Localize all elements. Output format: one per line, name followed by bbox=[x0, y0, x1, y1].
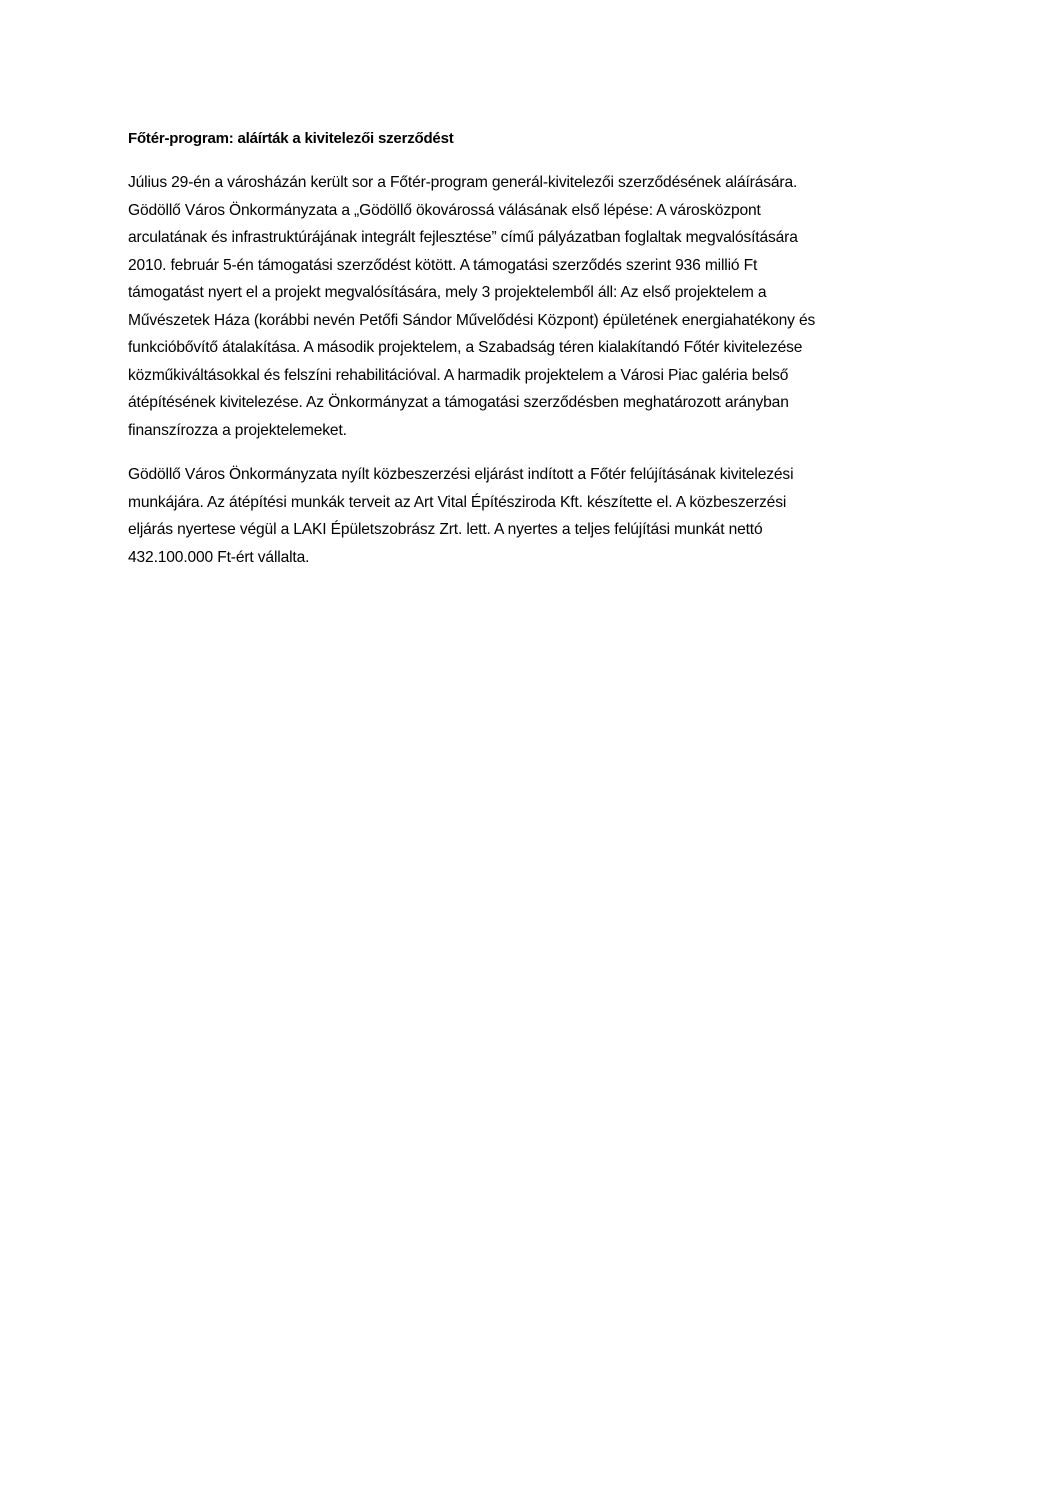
paragraph-1-line: arculatának és infrastruktúrájának integrált fejlesztése” című pályázatban foglaltak megvalósítására bbox=[128, 229, 798, 246]
paragraph-1-line: 2010. február 5-én támogatási szerződést kötött. A támogatási szerződés szerint 936 millió Ft bbox=[128, 256, 758, 274]
document-title: Főtér-program: aláírták a kivitelezői szerződést bbox=[128, 130, 454, 147]
paragraph-2-line: eljárás nyertese végül a LAKI Épületszobrász Zrt. lett. A nyertes a teljes felújítási munkát nettó bbox=[128, 521, 763, 538]
document-body bbox=[128, 127, 938, 588]
paragraph-1-line: Július 29-én a városházán került sor a Főtér-program generál-kivitelezői szerződésének aláírására. bbox=[128, 174, 798, 191]
paragraph-1-line: Művészetek Háza (korábbi nevén Petőfi Sándor Művelődési Központ) épületének energiahatékony és bbox=[128, 311, 816, 329]
paragraph-1-line: közműkiváltásokkal és felszíni rehabilitációval. A harmadik projektelem a Városi Piac galéria belső bbox=[128, 366, 789, 384]
paragraph-2 bbox=[128, 461, 938, 571]
paragraph-1-line: funkcióbővítő átalakítása. A második projektelem, a Szabadság téren kialakítandó Főtér kivitelezése bbox=[128, 339, 803, 356]
paragraph-2-line: munkájára. Az átépítési munkák terveit az Art Vital Építésziroda Kft. készítette el. A közbeszerzési bbox=[128, 493, 787, 511]
paragraph-1-line: átépítésének kivitelezése. Az Önkormányzat a támogatási szerződésben meghatározott arányban bbox=[128, 394, 789, 411]
paragraph-1-line: támogatást nyert el a projekt megvalósítására, mely 3 projektelemből áll: Az első projektelem a bbox=[128, 284, 767, 301]
paragraph-2-line: 432.100.000 Ft-ért vállalta. bbox=[128, 548, 310, 566]
paragraph-1-line: finanszírozza a projektelemeket. bbox=[128, 421, 347, 439]
paragraph-1-line: Gödöllő Város Önkormányzata a „Gödöllő ökovárossá válásának első lépése: A városközpont bbox=[128, 201, 761, 219]
paragraph-1 bbox=[128, 169, 938, 444]
paragraph-2-line: Gödöllő Város Önkormányzata nyílt közbeszerzési eljárást indított a Főtér felújításának kivitelezési bbox=[128, 466, 794, 483]
